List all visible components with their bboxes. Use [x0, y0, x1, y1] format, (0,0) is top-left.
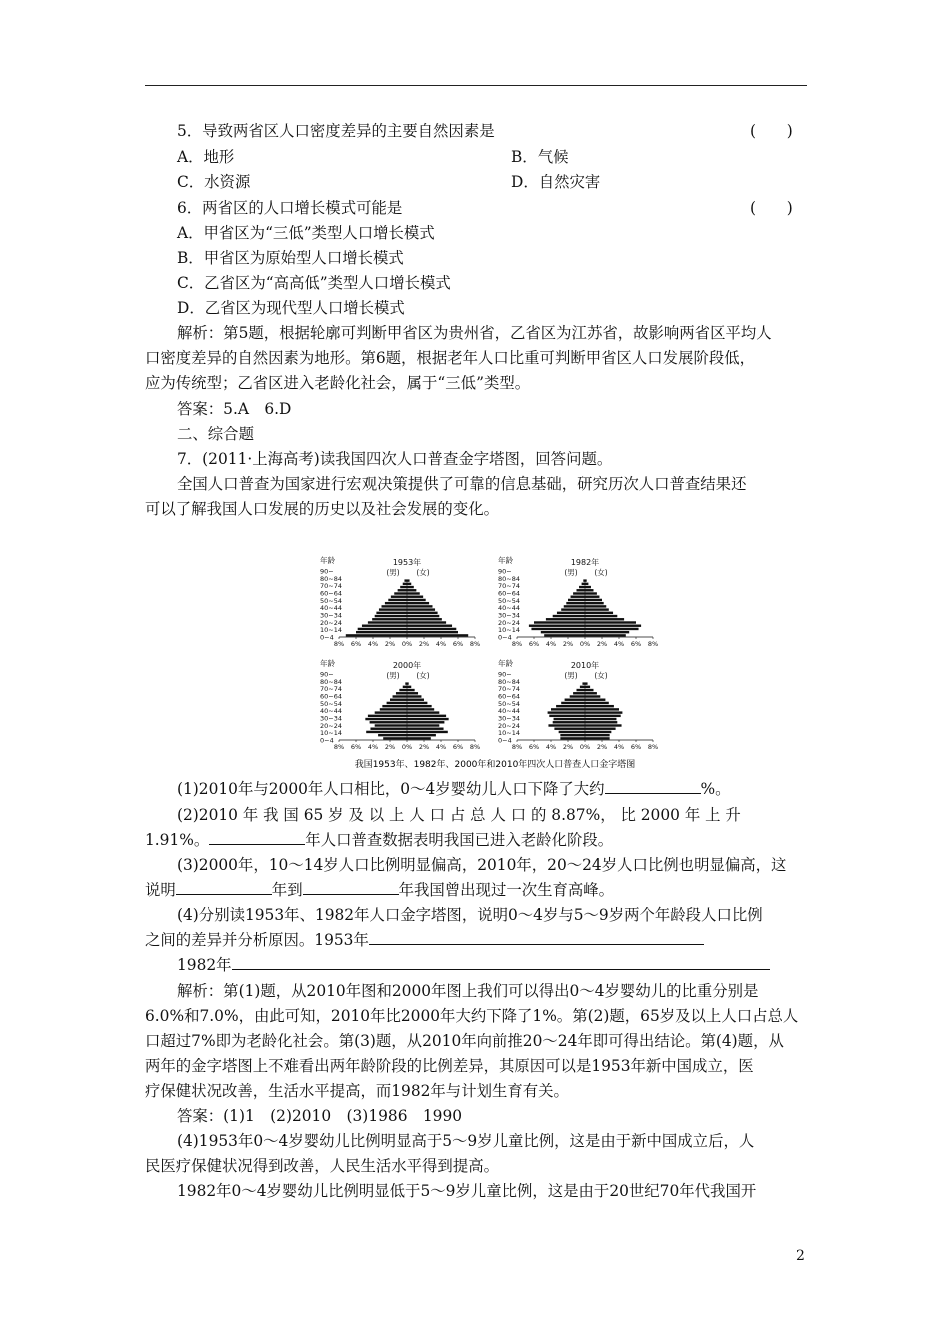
- bar-female: [407, 628, 456, 630]
- q7-sub2-value: 1.91%。: [145, 831, 210, 849]
- x-tick-label: 2%: [418, 743, 430, 751]
- bar-female: [585, 689, 594, 691]
- x-tick-label: 4%: [545, 743, 557, 751]
- age-tick-label: 60~64: [498, 589, 520, 598]
- age-tick-label: 50~54: [320, 596, 342, 605]
- age-tick-label: 60~64: [320, 692, 342, 701]
- age-tick-label: 0~4: [498, 633, 512, 642]
- x-tick-label: 0%: [401, 743, 413, 751]
- age-tick-label: 30~34: [498, 714, 520, 723]
- age-tick-label: 30~34: [498, 611, 520, 620]
- bar-female: [585, 699, 605, 701]
- age-tick-label: 10~14: [320, 626, 342, 635]
- x-tick-label: 6%: [630, 640, 642, 648]
- age-tick-label: 90~: [320, 567, 334, 576]
- bar-male: [372, 618, 407, 620]
- q7-sub3-line2: [145, 880, 614, 900]
- bar-male: [346, 634, 407, 636]
- q5-option-a: A．地形: [177, 148, 235, 166]
- bar-male: [580, 686, 585, 688]
- pyramid-panel: [498, 658, 658, 751]
- age-tick-label: 40~44: [498, 604, 520, 613]
- age-axis-label: 年龄: [320, 659, 335, 668]
- bar-female: [585, 724, 622, 726]
- bar-male: [553, 615, 585, 617]
- age-tick-label: 90~: [498, 567, 512, 576]
- bar-female: [407, 724, 439, 726]
- bar-male: [564, 605, 585, 607]
- bar-male: [403, 686, 407, 688]
- bar-female: [407, 583, 411, 585]
- fill-blank-1[interactable]: [605, 779, 701, 794]
- bar-male: [370, 721, 407, 723]
- bar-male: [582, 682, 585, 684]
- bar-female: [407, 728, 444, 730]
- pyramid-year: 1982年: [570, 558, 600, 567]
- bar-female: [407, 692, 418, 694]
- answer2-line: 答案：(1)1 (2)2010 (3)1986 1990: [177, 1107, 463, 1125]
- bar-female: [407, 718, 449, 720]
- x-tick-label: 8%: [469, 640, 481, 648]
- x-tick-label: 6%: [528, 640, 540, 648]
- bar-male: [560, 734, 585, 736]
- bar-male: [385, 602, 407, 604]
- q5-option-c: C．水资源: [177, 173, 251, 191]
- bar-male: [394, 592, 407, 594]
- bar-female: [585, 625, 641, 627]
- male-label: (男): [564, 568, 578, 577]
- q7-sub4-line1: (4)分别读1953年、1982年人口金字塔图，说明0～4岁与5～9岁两个年龄段人口比例: [177, 906, 763, 924]
- bar-male: [571, 596, 585, 598]
- bar-female: [407, 708, 434, 710]
- age-tick-label: 70~74: [498, 582, 520, 591]
- bar-female: [585, 728, 616, 730]
- bar-male: [368, 715, 407, 717]
- age-tick-label: 90~: [498, 670, 512, 679]
- x-tick-label: 6%: [452, 743, 464, 751]
- x-tick-label: 4%: [435, 640, 447, 648]
- bar-female: [407, 695, 421, 697]
- bar-male: [387, 702, 407, 704]
- bar-female: [585, 702, 609, 704]
- bar-male: [577, 689, 586, 691]
- bar-female: [407, 737, 431, 739]
- analysis2-line: 解析：第(1)题，从2010年图和2000年图上我们可以得出0～4岁婴幼儿的比重分别是: [177, 982, 759, 1000]
- age-tick-label: 0~4: [498, 736, 512, 745]
- bar-male: [390, 699, 407, 701]
- bar-female: [407, 721, 444, 723]
- q7-sub3-text-c: 年我国曾出现过一次生育高峰。: [398, 881, 615, 899]
- pyramid-panel: [320, 555, 480, 648]
- bar-female: [585, 621, 636, 623]
- answer2-line: 民医疗保健状况得到改善，人民生活水平得到提高。: [145, 1157, 499, 1175]
- q7-stem: 7．(2011·上海高考)读我国四次人口普查金字塔图，回答问题。: [177, 450, 613, 468]
- bar-female: [407, 705, 432, 707]
- bar-male: [556, 705, 585, 707]
- x-tick-label: 2%: [596, 743, 608, 751]
- age-tick-label: 70~74: [498, 685, 520, 694]
- answer1: 答案：5.A 6.D: [177, 400, 292, 418]
- x-tick-label: 2%: [562, 743, 574, 751]
- bar-female: [585, 737, 610, 739]
- fill-blank-3[interactable]: [176, 880, 272, 895]
- x-tick-label: 4%: [613, 640, 625, 648]
- x-tick-label: 6%: [528, 743, 540, 751]
- bar-male: [554, 728, 585, 730]
- x-tick-label: 2%: [384, 640, 396, 648]
- female-label: (女): [594, 671, 608, 680]
- x-tick-label: 8%: [333, 640, 345, 648]
- x-tick-label: 6%: [350, 743, 362, 751]
- bar-male: [393, 695, 407, 697]
- bar-female: [585, 612, 613, 614]
- bar-male: [544, 634, 585, 636]
- bar-male: [362, 625, 407, 627]
- bar-female: [407, 605, 433, 607]
- age-tick-label: 80~84: [498, 574, 520, 583]
- bar-male: [365, 718, 407, 720]
- bar-female: [585, 686, 590, 688]
- bar-female: [407, 715, 446, 717]
- bar-male: [404, 579, 407, 581]
- bar-female: [407, 625, 452, 627]
- bar-female: [585, 734, 610, 736]
- female-label: (女): [594, 568, 608, 577]
- x-tick-label: 2%: [384, 743, 396, 751]
- q7-sub3-text-b: 年到: [271, 881, 303, 899]
- header-rule: [145, 85, 807, 86]
- bar-female: [585, 715, 621, 717]
- pyramid-year: 2010年: [570, 661, 600, 670]
- bar-male: [559, 731, 585, 733]
- bar-female: [407, 621, 446, 623]
- bar-female: [585, 721, 617, 723]
- q6-option-a: A．甲省区为“三低”类型人口增长模式: [177, 224, 435, 242]
- q7-sub3-line1: (3)2000年，10～14岁人口比例明显偏高，2010年，20～24岁人口比例也明显偏高，这: [177, 856, 787, 874]
- bar-female: [407, 599, 426, 601]
- x-tick-label: 8%: [511, 743, 523, 751]
- analysis2-line: 疗保健状况改善，生活水平提高，而1982年与计划生育有关。: [145, 1082, 569, 1100]
- bar-male: [380, 708, 407, 710]
- age-tick-label: 60~64: [498, 692, 520, 701]
- q5-option-b: B．气候: [511, 148, 569, 166]
- x-tick-label: 4%: [435, 743, 447, 751]
- bar-female: [585, 589, 594, 591]
- q7-sub3-text-a: 说明: [145, 881, 176, 899]
- q7-sub1-unit: %。: [700, 780, 731, 798]
- q5-answer-paren: ( ): [750, 122, 793, 140]
- bar-male: [370, 728, 407, 730]
- age-tick-label: 40~44: [320, 604, 342, 613]
- age-tick-label: 0~4: [320, 633, 334, 642]
- age-tick-label: 80~84: [320, 574, 342, 583]
- bar-female: [585, 608, 609, 610]
- bar-female: [585, 731, 611, 733]
- bar-female: [585, 708, 619, 710]
- bar-female: [585, 634, 626, 636]
- bar-male: [549, 715, 585, 717]
- q7-sub1: [177, 779, 731, 799]
- bar-male: [382, 705, 407, 707]
- bar-male: [561, 702, 585, 704]
- bar-male: [577, 589, 586, 591]
- x-tick-label: 2%: [596, 640, 608, 648]
- q5-stem: 5．导致两省区人口密度差异的主要自然因素是: [177, 122, 495, 140]
- bar-female: [407, 618, 442, 620]
- bar-female: [585, 583, 588, 585]
- bar-female: [585, 579, 587, 581]
- pyramid-panel: [320, 658, 480, 751]
- x-tick-label: 0%: [579, 640, 591, 648]
- bar-female: [585, 705, 614, 707]
- bar-male: [396, 692, 407, 694]
- x-tick-label: 4%: [367, 743, 379, 751]
- q5-option-d: D．自然灾害: [511, 173, 601, 191]
- x-tick-label: 0%: [401, 640, 413, 648]
- q7-sub2-line2: [145, 830, 613, 850]
- female-label: (女): [416, 671, 430, 680]
- pyramid-panel: [498, 555, 658, 648]
- bar-female: [585, 718, 616, 720]
- bar-female: [407, 589, 416, 591]
- fill-blank-4[interactable]: [303, 880, 399, 895]
- bar-male: [579, 586, 585, 588]
- page-number: 2: [796, 1248, 805, 1264]
- figure-caption: 我国1953年、1982年、2000年和2010年四次人口普查人口金字塔图: [354, 760, 636, 770]
- analysis2-line: 6.0%和7.0%，由此可知，2010年比2000年大约下降了1%。第(2)题，65岁及以上人口占总人: [145, 1007, 799, 1025]
- bar-male: [546, 618, 585, 620]
- bar-male: [403, 583, 407, 585]
- fill-blank-1953[interactable]: [369, 930, 704, 945]
- bar-female: [585, 615, 617, 617]
- pyramid-year: 1953年: [392, 558, 422, 567]
- bar-female: [407, 608, 435, 610]
- age-tick-label: 40~44: [498, 707, 520, 716]
- bar-female: [585, 618, 624, 620]
- age-axis-label: 年龄: [498, 659, 513, 668]
- q6-stem: 6．两省区的人口增长模式可能是: [177, 199, 403, 217]
- population-pyramid-figure: [318, 553, 673, 774]
- age-tick-label: 70~74: [320, 685, 342, 694]
- bar-male: [398, 589, 407, 591]
- bar-male: [383, 737, 407, 739]
- answer2-line: 1982年0～4岁婴幼儿比例明显低于5～9岁儿童比例，这是由于20世纪70年代我国开: [177, 1182, 757, 1200]
- bar-female: [585, 592, 597, 594]
- x-tick-label: 4%: [545, 640, 557, 648]
- bar-female: [585, 711, 622, 713]
- bar-male: [388, 599, 407, 601]
- bar-female: [585, 628, 639, 630]
- age-tick-label: 50~54: [498, 699, 520, 708]
- x-tick-label: 0%: [579, 743, 591, 751]
- age-axis-label: 年龄: [320, 556, 335, 565]
- q7-sub4-line3: [177, 955, 770, 975]
- fill-blank-1982[interactable]: [232, 955, 770, 970]
- age-tick-label: 20~24: [498, 721, 520, 730]
- x-tick-label: 8%: [333, 743, 345, 751]
- x-tick-label: 6%: [350, 640, 362, 648]
- x-tick-label: 4%: [367, 640, 379, 648]
- age-axis-label: 年龄: [498, 556, 513, 565]
- bar-female: [585, 602, 604, 604]
- bar-male: [566, 602, 585, 604]
- bar-female: [407, 699, 424, 701]
- answer2-line: (4)1953年0～4岁婴幼儿比例明显高于5～9岁儿童比例，这是由于新中国成立后，人: [177, 1132, 755, 1150]
- bar-female: [407, 612, 438, 614]
- x-tick-label: 2%: [562, 640, 574, 648]
- bar-female: [407, 596, 423, 598]
- bar-male: [534, 621, 585, 623]
- bar-male: [531, 628, 585, 630]
- bar-male: [560, 737, 585, 739]
- x-tick-label: 6%: [452, 640, 464, 648]
- age-tick-label: 10~14: [320, 729, 342, 738]
- bar-male: [382, 605, 408, 607]
- pyramid-year: 2000年: [392, 661, 422, 670]
- section-title: 二、综合题: [177, 425, 254, 443]
- bar-female: [407, 634, 468, 636]
- bar-female: [407, 579, 410, 581]
- bar-female: [585, 695, 600, 697]
- male-label: (男): [386, 568, 400, 577]
- bar-male: [570, 695, 585, 697]
- age-tick-label: 10~14: [498, 626, 520, 635]
- bar-male: [541, 631, 585, 633]
- age-tick-label: 40~44: [320, 707, 342, 716]
- x-tick-label: 6%: [630, 743, 642, 751]
- q6-answer-paren: ( ): [750, 199, 793, 217]
- bar-female: [407, 689, 415, 691]
- age-tick-label: 20~24: [498, 618, 520, 627]
- bar-male: [358, 628, 407, 630]
- female-label: (女): [416, 568, 430, 577]
- bar-female: [407, 734, 436, 736]
- bar-female: [585, 596, 599, 598]
- fill-blank-2[interactable]: [209, 830, 305, 845]
- bar-male: [405, 682, 407, 684]
- bar-male: [582, 583, 585, 585]
- bar-male: [529, 625, 585, 627]
- q6-option-c: C．乙省区为“高高低”类型人口增长模式: [177, 274, 451, 292]
- analysis2-line: 口超过7%即为老龄化社会。第(3)题，从2010年向前推20～24年即可得出结论。第(4)题，从: [145, 1032, 784, 1050]
- bar-male: [375, 724, 407, 726]
- q6-option-d: D．乙省区为现代型人口增长模式: [177, 299, 405, 317]
- age-tick-label: 20~24: [320, 618, 342, 627]
- q7-sub4-line2: [145, 930, 704, 950]
- bar-female: [585, 586, 591, 588]
- bar-male: [565, 699, 585, 701]
- male-label: (男): [386, 671, 400, 680]
- bar-female: [407, 592, 420, 594]
- q7-sub1-text: (1)2010年与2000年人口相比，0～4岁婴幼儿人口下降了大约: [177, 780, 605, 798]
- q7-intro-line: 全国人口普查为国家进行宏观决策提供了可靠的信息基础，研究历次人口普查结果还: [177, 475, 747, 493]
- bar-female: [407, 711, 439, 713]
- age-tick-label: 80~84: [320, 677, 342, 686]
- bar-male: [554, 718, 585, 720]
- x-tick-label: 2%: [418, 640, 430, 648]
- bar-female: [407, 731, 448, 733]
- bar-male: [356, 631, 407, 633]
- age-tick-label: 20~24: [320, 721, 342, 730]
- q7-sub4-1953-label: 之间的差异并分析原因。1953年: [145, 931, 369, 949]
- bar-female: [407, 602, 429, 604]
- bar-male: [553, 721, 585, 723]
- x-tick-label: 4%: [613, 743, 625, 751]
- bar-male: [548, 711, 585, 713]
- q7-intro-line: 可以了解我国人口发展的历史以及社会发展的变化。: [145, 500, 499, 518]
- bar-female: [585, 682, 588, 684]
- bar-male: [583, 579, 585, 581]
- bar-male: [375, 711, 407, 713]
- bar-female: [407, 702, 427, 704]
- age-tick-label: 10~14: [498, 729, 520, 738]
- bar-female: [407, 682, 409, 684]
- x-tick-label: 8%: [647, 743, 659, 751]
- bar-male: [561, 608, 585, 610]
- bar-male: [573, 692, 585, 694]
- bar-female: [585, 631, 629, 633]
- bar-male: [557, 612, 585, 614]
- bar-male: [375, 615, 407, 617]
- male-label: (男): [564, 671, 578, 680]
- age-tick-label: 30~34: [320, 714, 342, 723]
- bar-female: [407, 586, 414, 588]
- analysis2-line: 两年的金字塔图上不难看出两年龄阶段的比例差异，其原因可以是1953年新中国成立，医: [145, 1057, 754, 1075]
- x-tick-label: 8%: [469, 743, 481, 751]
- bar-female: [407, 615, 439, 617]
- age-tick-label: 30~34: [320, 611, 342, 620]
- bar-male: [378, 734, 407, 736]
- bar-female: [407, 686, 411, 688]
- pyramid-chart: [318, 553, 673, 774]
- bar-female: [407, 631, 458, 633]
- analysis1-line: 口密度差异的自然因素为地形。第6题，根据老年人口比重可判断甲省区人口发展阶段低，: [145, 349, 756, 367]
- bar-male: [400, 586, 407, 588]
- q7-sub2-line1: (2)2010 年 我 国 65 岁 及 以 上 人 口 占 总 人 口 的 8.87%， 比 2000 年 上 升: [177, 806, 741, 824]
- bar-male: [379, 608, 407, 610]
- bar-male: [366, 731, 407, 733]
- q6-option-b: B．甲省区为原始型人口增长模式: [177, 249, 404, 267]
- bar-female: [585, 605, 606, 607]
- age-tick-label: 60~64: [320, 589, 342, 598]
- age-tick-label: 0~4: [320, 736, 334, 745]
- q7-sub2-text: 年人口普查数据表明我国已进入老龄化阶段。: [305, 831, 614, 849]
- bar-female: [585, 692, 597, 694]
- x-tick-label: 8%: [647, 640, 659, 648]
- bar-male: [548, 724, 585, 726]
- age-tick-label: 50~54: [498, 596, 520, 605]
- q7-sub4-1982-label: 1982年: [177, 956, 232, 974]
- bar-male: [391, 596, 407, 598]
- age-tick-label: 90~: [320, 670, 334, 679]
- age-tick-label: 80~84: [498, 677, 520, 686]
- bar-female: [585, 599, 602, 601]
- bar-male: [399, 689, 407, 691]
- age-tick-label: 70~74: [320, 582, 342, 591]
- analysis1-line: 应为传统型；乙省区进入老龄化社会，属于“三低”类型。: [145, 374, 531, 392]
- bar-male: [368, 621, 407, 623]
- bar-male: [376, 612, 407, 614]
- age-tick-label: 50~54: [320, 699, 342, 708]
- bar-male: [551, 708, 585, 710]
- x-tick-label: 8%: [511, 640, 523, 648]
- analysis1-line: 解析：第5题，根据轮廓可判断甲省区为贵州省，乙省区为江苏省，故影响两省区平均人: [177, 324, 772, 342]
- bar-male: [568, 599, 585, 601]
- bar-male: [573, 592, 585, 594]
